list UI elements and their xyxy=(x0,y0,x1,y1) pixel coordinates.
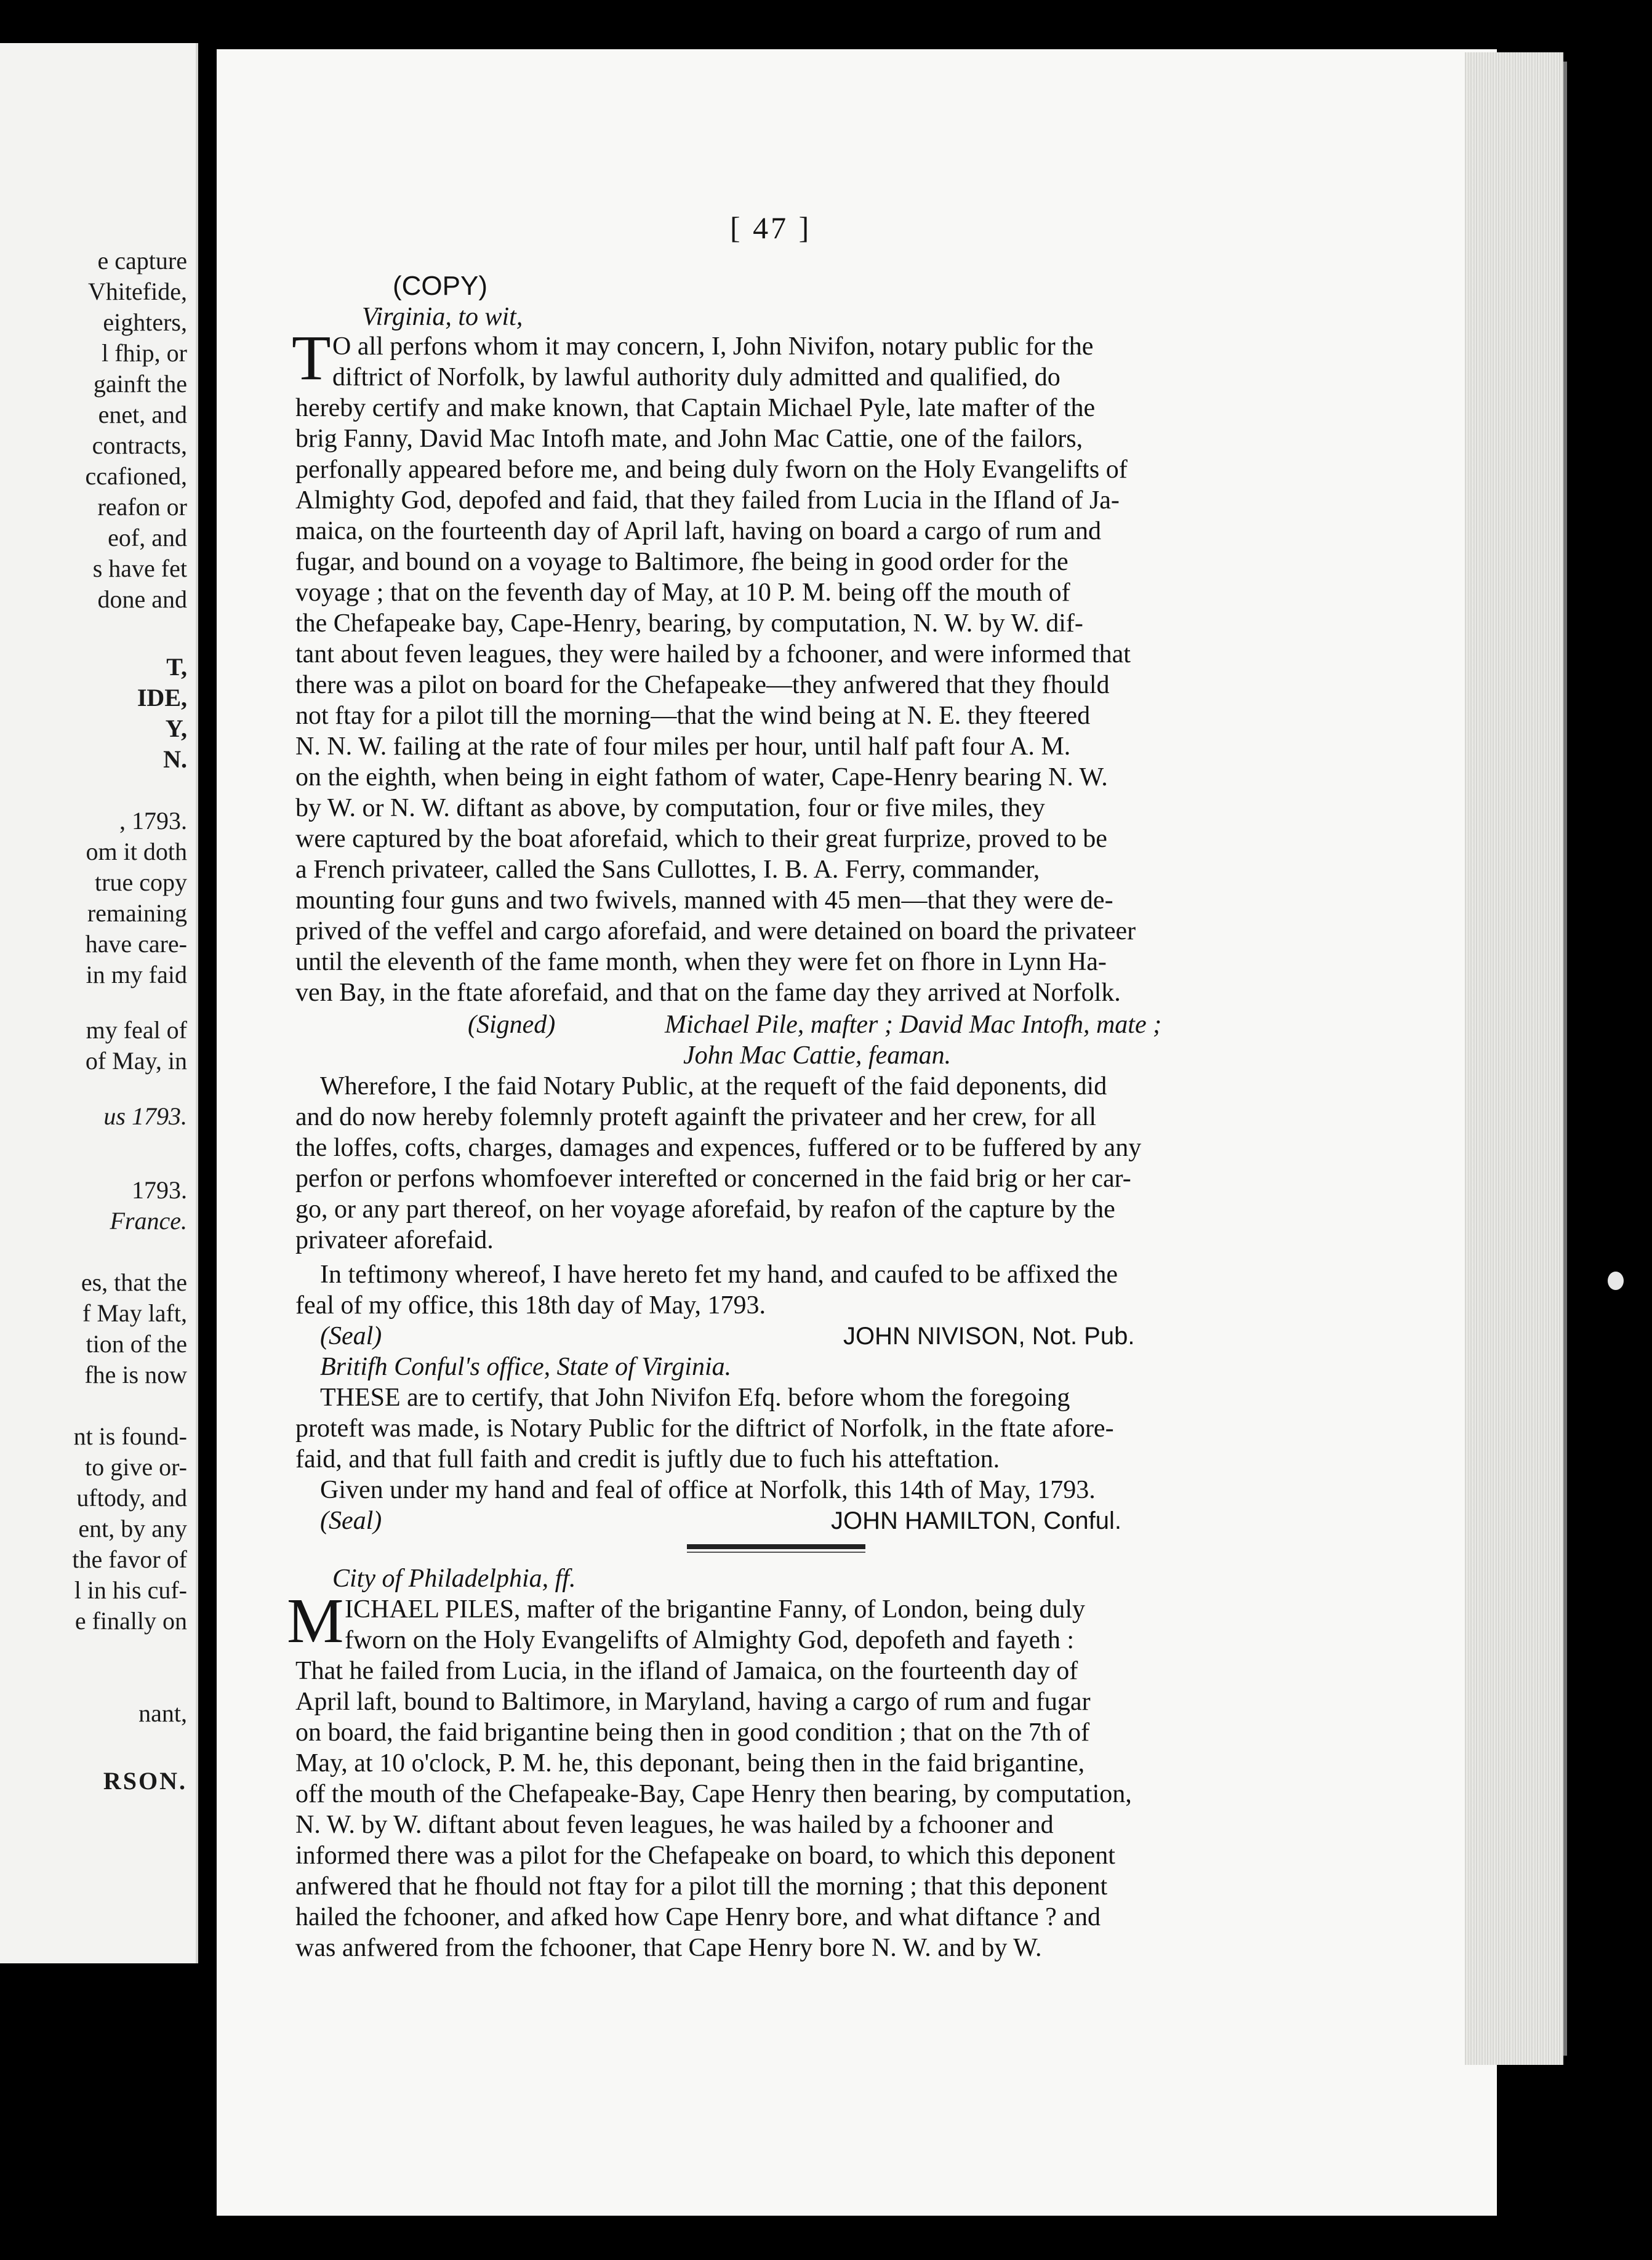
protest-line: privateer aforefaid. xyxy=(295,1226,494,1254)
second-deposition-line: was anfwered from the fchooner, that Cape Henry bore N. W. and by W. xyxy=(295,1934,1042,1962)
second-deposition-line: That he failed from Lucia, in the ifland of Jamaica, on the fourteenth day of xyxy=(295,1657,1078,1685)
facing-page-line: RSON. xyxy=(103,1767,187,1795)
deposition-line: O all perfons whom it may concern, I, John Nivifon, notary public for the xyxy=(332,332,1094,361)
facing-page-line: true copy xyxy=(95,868,187,896)
deposition-line: tant about feven leagues, they were hailed by a fchooner, and were informed that xyxy=(295,640,1131,668)
deposition-line: on the eighth, when being in eight fathom of water, Cape-Henry bearing N. W. xyxy=(295,763,1108,791)
second-deposition-line: fworn on the Holy Evangelifts of Almighty God, depofeth and fayeth : xyxy=(345,1626,1075,1654)
facing-page-line: l in his cuf- xyxy=(74,1576,187,1604)
deposition-line: there was a pilot on board for the Chefapeake—they anfwered that they fhould xyxy=(295,671,1110,699)
deposition-line: a French privateer, called the Sans Cullottes, I. B. A. Ferry, commander, xyxy=(295,856,1040,884)
facing-page-line: done and xyxy=(97,585,187,613)
deposition-line: diftrict of Norfolk, by lawful authority duly admitted and qualified, do xyxy=(332,363,1061,391)
certify-line: proteft was made, is Notary Public for the diftrict of Norfolk, in the ftate afore- xyxy=(295,1414,1114,1443)
facing-page-line: reafon or xyxy=(97,493,187,521)
page-edges xyxy=(1465,52,1563,2065)
venue-line: Virginia, to wit, xyxy=(362,303,523,331)
second-deposition-line: N. W. by W. diftant about feven leagues, he was hailed by a fchooner and xyxy=(295,1811,1054,1839)
second-deposition-line: ICHAEL PILES, mafter of the brigantine Fanny, of London, being duly xyxy=(345,1595,1085,1624)
facing-page-line: e capture xyxy=(97,247,187,274)
facing-page-line: l fhip, or xyxy=(102,339,187,367)
deposition-line: the Chefapeake bay, Cape-Henry, bearing, by computation, N. W. by W. dif- xyxy=(295,609,1083,638)
facing-page-line: Y, xyxy=(165,715,187,742)
facing-page-line: us 1793. xyxy=(103,1102,187,1130)
facing-page-line: om it doth xyxy=(86,838,187,865)
facing-page-line: remaining xyxy=(87,899,187,927)
facing-page-line: Vhitefide, xyxy=(87,278,187,305)
facing-page-line: fhe is now xyxy=(84,1361,187,1388)
deposition-line: were captured by the boat aforefaid, which to their great furprize, proved to be xyxy=(295,825,1107,853)
facing-page-line: s have fet xyxy=(92,555,187,582)
facing-page-line: ent, by any xyxy=(78,1515,187,1542)
second-deposition-line: informed there was a pilot for the Chefapeake on board, to which this deponent xyxy=(295,1841,1115,1870)
drop-cap-m: M xyxy=(287,1585,344,1656)
facing-page-line: of May, in xyxy=(85,1047,187,1075)
deposition-line: not ftay for a pilot till the morning—that the wind being at N. E. they fteered xyxy=(295,702,1091,730)
facing-page-line: enet, and xyxy=(98,401,187,428)
deposition-line: ven Bay, in the ftate aforefaid, and that on the fame day they arrived at Norfolk. xyxy=(295,979,1121,1007)
facing-page-line: tion of the xyxy=(86,1330,187,1358)
seal-label-1: (Seal) xyxy=(320,1322,382,1350)
second-deposition-line: on board, the faid brigantine being then in good condition ; that on the 7th of xyxy=(295,1718,1090,1747)
facing-page-line: ccafioned, xyxy=(85,462,187,490)
deposition-line: voyage ; that on the feventh day of May, at 10 P. M. being off the mouth of xyxy=(295,579,1070,607)
testimony-line: feal of my office, this 18th day of May, 1793. xyxy=(295,1291,766,1320)
facing-page-line: nt is found- xyxy=(73,1422,187,1450)
facing-page-line: e finally on xyxy=(74,1607,187,1635)
deposition-line: perfonally appeared before me, and being duly fworn on the Holy Evangelifts of xyxy=(295,455,1128,484)
deposition-line: brig Fanny, David Mac Intofh mate, and John Mac Cattie, one of the failors, xyxy=(295,425,1083,453)
deposition-line: hereby certify and make known, that Captain Michael Pyle, late mafter of the xyxy=(295,394,1096,422)
signed-label: (Signed) xyxy=(468,1011,556,1039)
facing-page-line: N. xyxy=(163,745,187,773)
facing-page-line: gainft the xyxy=(93,370,187,398)
notary-signature: JOHN NIVISON, Not. Pub. xyxy=(843,1323,1135,1350)
facing-page-line: have care- xyxy=(85,930,187,958)
signatures-line-2: John Mac Cattie, feaman. xyxy=(683,1041,952,1070)
deposition-line: Almighty God, depofed and faid, that they failed from Lucia in the Ifland of Ja- xyxy=(295,486,1120,515)
facing-page-line: eighters, xyxy=(103,308,187,336)
facing-page-line: f May laft, xyxy=(82,1299,187,1327)
facing-page-line: T, xyxy=(166,653,187,681)
protest-line: and do now hereby folemnly proteft againft the privateer and her crew, for all xyxy=(295,1103,1097,1131)
facing-page-line: France. xyxy=(110,1207,187,1235)
facing-page-line: the favor of xyxy=(72,1545,187,1573)
deposition-line: until the eleventh of the fame month, when they were fet on fhore in Lynn Ha- xyxy=(295,948,1107,976)
signatures-line-1: Michael Pile, mafter ; David Mac Intofh, mate ; xyxy=(665,1011,1162,1039)
facing-page xyxy=(0,43,198,1963)
facing-page-line: contracts, xyxy=(92,431,187,459)
facing-page-line: IDE, xyxy=(137,684,187,711)
drop-cap-t: T xyxy=(292,323,331,393)
deposition-line: prived of the veffel and cargo aforefaid, and were detained on board the privateer xyxy=(295,917,1136,945)
second-deposition-line: April laft, bound to Baltimore, in Maryland, having a cargo of rum and fugar xyxy=(295,1688,1091,1716)
section-divider xyxy=(687,1544,865,1553)
second-deposition-line: anfwered that he fhould not ftay for a pilot till the morning ; that this deponent xyxy=(295,1872,1108,1901)
copy-heading: (COPY) xyxy=(393,271,487,301)
certify-line: faid, and that full faith and credit is juftly due to fuch his atteftation. xyxy=(295,1445,1000,1473)
facing-page-line: es, that the xyxy=(81,1268,187,1296)
facing-page-line: in my faid xyxy=(86,961,187,988)
second-deposition-line: off the mouth of the Chefapeake-Bay, Cape Henry then bearing, by computation, xyxy=(295,1780,1132,1808)
certify-line: THESE are to certify, that John Nivifon Efq. before whom the foregoing xyxy=(320,1384,1070,1412)
facing-page-line: 1793. xyxy=(132,1176,187,1204)
deposition-line: maica, on the fourteenth day of April laft, having on board a cargo of rum and xyxy=(295,517,1101,545)
city-venue-line: City of Philadelphia, ff. xyxy=(332,1565,576,1593)
consul-signature: JOHN HAMILTON, Conful. xyxy=(831,1507,1121,1534)
facing-page-line: nant, xyxy=(138,1699,187,1727)
deposition-line: fugar, and bound on a voyage to Baltimore, fhe being in good order for the xyxy=(295,548,1069,576)
page-edge-shadow xyxy=(1563,62,1567,2056)
facing-page-line: uftody, and xyxy=(76,1484,187,1512)
protest-line: go, or any part thereof, on her voyage aforefaid, by reafon of the capture by the xyxy=(295,1195,1115,1224)
facing-page-line: my feal of xyxy=(86,1016,187,1044)
deposition-line: N. N. W. failing at the rate of four miles per hour, until half paft four A. M. xyxy=(295,732,1071,761)
protest-line: the loffes, cofts, charges, damages and expences, fuffered or to be fuffered by any xyxy=(295,1134,1142,1162)
protest-line: perfon or perfons whomfoever interefted or concerned in the faid brig or her car- xyxy=(295,1164,1131,1193)
certify-line: Given under my hand and feal of office at Norfolk, this 14th of May, 1793. xyxy=(320,1476,1096,1504)
paper-stain xyxy=(1608,1272,1624,1290)
facing-page-line: to give or- xyxy=(85,1453,187,1481)
deposition-line: by W. or N. W. diftant as above, by computation, four or five miles, they xyxy=(295,794,1045,822)
second-deposition-line: May, at 10 o'clock, P. M. he, this deponant, being then in the faid brigantine, xyxy=(295,1749,1085,1777)
facing-page-line: , 1793. xyxy=(119,807,187,835)
consul-office-line: Britifh Conful's office, State of Virginia. xyxy=(320,1353,732,1381)
page-number: [ 47 ] xyxy=(730,210,812,245)
seal-label-2: (Seal) xyxy=(320,1507,382,1535)
protest-line: Wherefore, I the faid Notary Public, at the requeft of the faid deponents, did xyxy=(320,1072,1107,1100)
testimony-line: In teftimony whereof, I have hereto fet my hand, and caufed to be affixed the xyxy=(320,1260,1118,1289)
deposition-line: mounting four guns and two fwivels, manned with 45 men—that they were de- xyxy=(295,886,1113,915)
second-deposition-line: hailed the fchooner, and afked how Cape Henry bore, and what diftance ? and xyxy=(295,1903,1101,1931)
facing-page-line: eof, and xyxy=(108,524,187,551)
